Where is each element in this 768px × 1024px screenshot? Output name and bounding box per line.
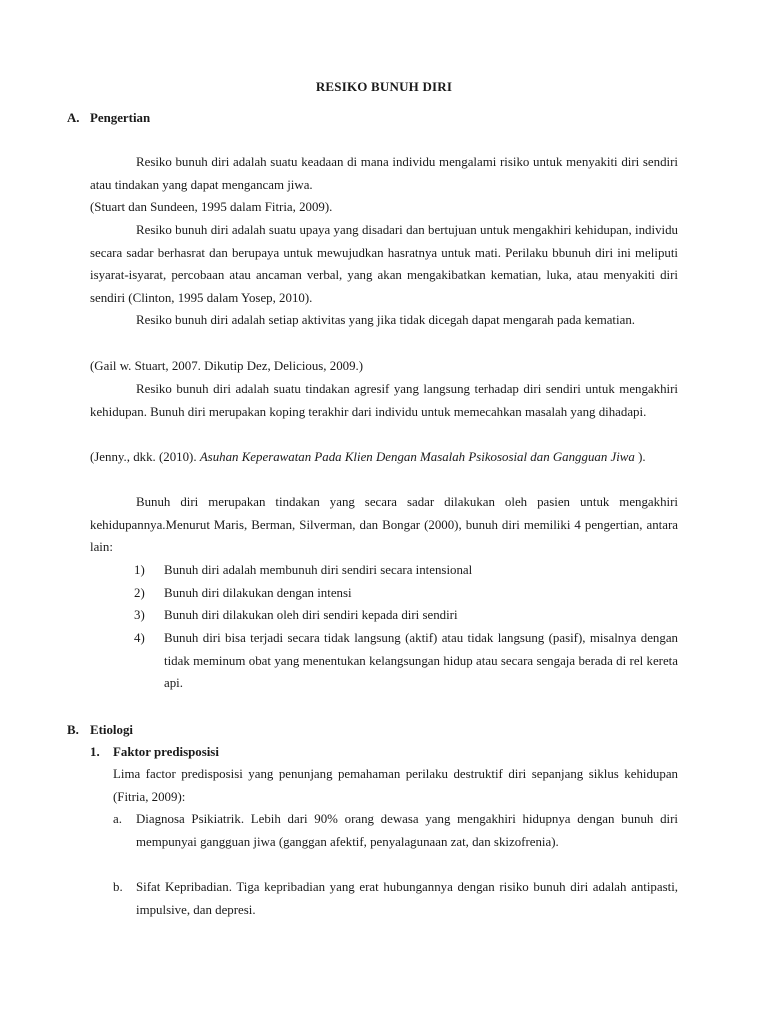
section-b-title: Etiologi xyxy=(90,723,133,737)
reference-3-authors: (Jenny., dkk. (2010). xyxy=(90,450,197,464)
reference-3 xyxy=(90,446,678,469)
list-text: Bunuh diri dilakukan oleh diri sendiri kepada diri sendiri xyxy=(164,608,458,622)
paragraph-2: Resiko bunuh diri adalah suatu upaya yang disadari dan bertujuan untuk mengakhiri kehidupan, individu secara sadar berhasrat dan berupaya untuk mewujudkan hasratnya untuk mati. Perilaku bbunuh diri ini meliputi isyarat-isyarat, percobaan atau ancaman verbal, yang akan mengakibatkan kematian, luka, atau menyakiti diri sendiri (Clinton, 1995 dalam Yosep, 2010). xyxy=(90,223,678,305)
reference-1: (Stuart dan Sundeen, 1995 dalam Fitria, 2009). xyxy=(90,200,333,214)
subsection-1-title: Faktor predisposisi xyxy=(113,745,219,759)
list-marker: b. xyxy=(113,880,123,894)
factor-item-a xyxy=(113,808,678,876)
section-a-marker: A. xyxy=(67,111,80,125)
predisposition-intro: Lima factor predisposisi yang penunjang pemahaman perilaku destruktif diri sepanjang siklus kehidupan (Fitria, 2009): xyxy=(113,767,678,804)
list-marker: 2) xyxy=(134,586,145,600)
paragraph-3: Resiko bunuh diri adalah setiap aktivitas yang jika tidak dicegah dapat mengarah pada kematian. xyxy=(136,313,635,327)
subsection-1-marker: 1. xyxy=(90,745,100,759)
paragraph-5: Bunuh diri merupakan tindakan yang secara sadar dilakukan oleh pasien untuk mengakhiri kehidupannya.Menurut Maris, Berman, Silverman, dan Bongar (2000), bunuh diri memiliki 4 pengertian, antara lain: xyxy=(90,495,678,554)
document-title: RESIKO BUNUH DIRI xyxy=(315,79,453,94)
definition-item-1 xyxy=(134,559,678,581)
reference-3-end: ). xyxy=(638,450,646,464)
list-text: Bunuh diri adalah membunuh diri sendiri secara intensional xyxy=(164,563,473,577)
reference-3-book-title: Asuhan Keperawatan Pada Klien Dengan Masalah Psikososial dan Gangguan Jiwa xyxy=(199,450,635,464)
paragraph-1: Resiko bunuh diri adalah suatu keadaan di mana individu mengalami risiko untuk menyakiti diri sendiri atau tindakan yang dapat mengancam jiwa. xyxy=(90,155,678,192)
list-text: Bunuh diri dilakukan dengan intensi xyxy=(164,586,352,600)
list-marker: 1) xyxy=(134,563,145,577)
paragraph-4: Resiko bunuh diri adalah suatu tindakan agresif yang langsung terhadap diri sendiri untuk mengakhiri kehidupan. Bunuh diri merupakan koping terakhir dari individu untuk memecahkan masalah yang dihadapi. xyxy=(90,382,678,419)
factor-item-b xyxy=(113,876,678,922)
definition-item-2 xyxy=(134,582,678,604)
list-marker: a. xyxy=(113,812,122,826)
list-text: Diagnosa Psikiatrik. Lebih dari 90% orang dewasa yang mengakhiri hidupnya dengan bunuh diri mempunyai gangguan jiwa (ganggan afektif, penyalagunaan zat, dan skizofrenia). xyxy=(136,812,678,849)
section-b-marker: B. xyxy=(67,723,79,737)
list-text: Bunuh diri bisa terjadi secara tidak langsung (aktif) atau tidak langsung (pasif), misalnya dengan tidak meminum obat yang menentukan kelangsungan hidup atau secara sengaja berada di rel kereta api. xyxy=(164,631,678,690)
reference-2: (Gail w. Stuart, 2007. Dikutip Dez, Delicious, 2009.) xyxy=(90,359,364,373)
section-a-title: Pengertian xyxy=(90,111,151,125)
definition-item-4 xyxy=(134,627,678,695)
list-marker: 4) xyxy=(134,631,145,645)
definition-item-3 xyxy=(134,604,678,626)
list-marker: 3) xyxy=(134,608,145,622)
list-text: Sifat Kepribadian. Tiga kepribadian yang erat hubungannya dengan risiko bunuh diri adalah antipasti, impulsive, dan depresi. xyxy=(136,880,678,917)
